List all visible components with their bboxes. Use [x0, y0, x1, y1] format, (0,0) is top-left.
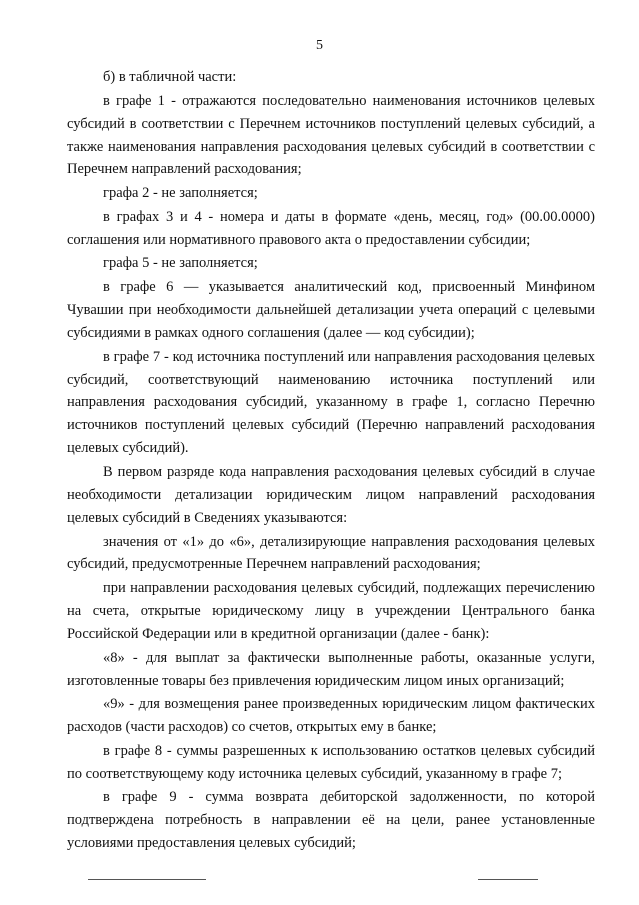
- paragraph-bank-transfer: при направлении расходования целевых субсидий, подлежащих перечислению на счета, открытые юридическому лицу в учреждении Центрального банка Российской Федерации или в кредитной организации (далее - банк):: [67, 580, 595, 642]
- paragraph-column-1: в графе 1 - отражаются последовательно наименования источников целевых субсидий в соответствии с Перечнем источников поступлений целевых субсидий, а также наименования направления расходования целевых субсидий в соответствии с Перечнем направлений расходования;: [67, 92, 595, 178]
- paragraph-code-8: «8» - для выплат за фактически выполненные работы, оказанные услуги, изготовленные товары без привлечения юридическим лицом иных организаций;: [67, 649, 595, 689]
- paragraph-first-digit: В первом разряде кода направления расходования целевых субсидий в случае необходимости детализации юридическим лицом направлений расходования целевых субсидий в Сведениях указываются:: [67, 463, 595, 526]
- paragraph-table-part: б) в табличной части:: [103, 69, 237, 85]
- page-number: 5: [316, 38, 323, 53]
- paragraph-column-5: графа 5 - не заполняется;: [103, 255, 258, 272]
- paragraph-columns-3-4: в графах 3 и 4 - номера и даты в формате «день, месяц, год» (00.00.0000) соглашения или нормативного правового акта о предоставлении субсидии;: [67, 208, 595, 248]
- footer-rule-left: [88, 879, 206, 880]
- paragraph-column-7: в графе 7 - код источника поступлений или направления расходования целевых субсидий, соответствующий наименованию источника поступлений или направления расходования субсидий, указанному в графе 1, согласно Перечню источников поступлений целевых субсидий (Перечню направлений расходования целевых субсидий).: [67, 348, 595, 457]
- paragraph-column-8: в графе 8 - суммы разрешенных к использованию остатков целевых субсидий по соответствующему коду источника целевых субсидий, указанному в графе 7;: [67, 742, 595, 782]
- paragraph-code-9: «9» - для возмещения ранее произведенных юридическим лицом фактических расходов (части расходов) со счетов, открытых ему в банке;: [67, 696, 595, 736]
- paragraph-column-2: графа 2 - не заполняется;: [103, 185, 258, 202]
- body-text: [67, 66, 595, 855]
- paragraph-column-9: в графе 9 - сумма возврата дебиторской задолженности, по которой подтверждена потребность в направлении её на цели, ранее установленные условиями предоставления целевых субсидий;: [67, 789, 595, 852]
- footer-rule-right: [478, 879, 538, 880]
- paragraph-values-1-6: значения от «1» до «6», детализирующие направления расходования целевых субсидий, предусмотренные Перечнем направлений расходования;: [67, 533, 595, 573]
- paragraph-column-6: в графе 6 — указывается аналитический код, присвоенный Минфином Чувашии при необходимости дальнейшей детализации учета операций с целевыми субсидиями в рамках одного соглашения (далее — код субсидии);: [67, 279, 595, 341]
